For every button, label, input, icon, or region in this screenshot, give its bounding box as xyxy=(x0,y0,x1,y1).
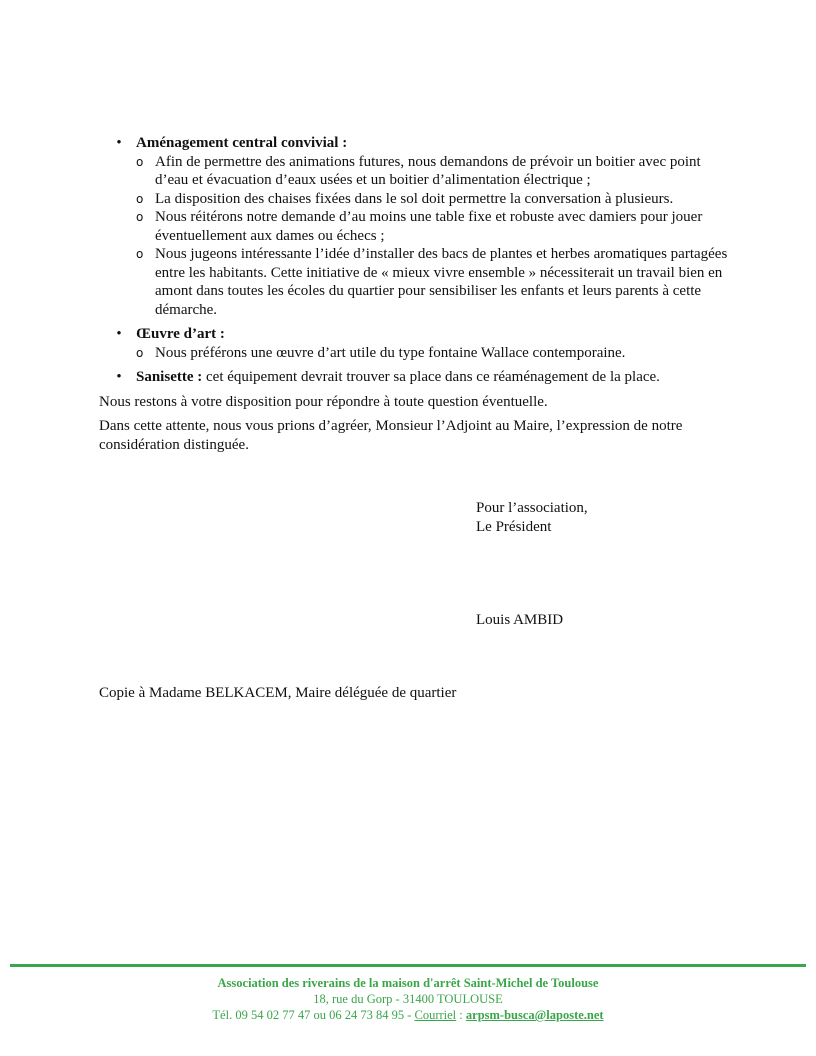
sub-bullet-icon: o xyxy=(136,247,144,261)
sub-item-text: Nous préférons une œuvre d’art utile du type fontaine Wallace contemporaine. xyxy=(155,344,626,361)
footer-courriel-sep: : xyxy=(456,1008,466,1022)
footer-phones: Tél. 09 54 02 77 47 ou 06 24 73 84 95 - xyxy=(212,1008,415,1022)
footer-divider xyxy=(10,964,806,967)
bullet-oeuvre xyxy=(99,325,729,362)
signature-line-association: Pour l’association, xyxy=(476,500,588,516)
bullet-text: cet équipement devrait trouver sa place dans ce réaménagement de la place. xyxy=(202,369,660,385)
sub-item xyxy=(136,153,729,190)
letter-body xyxy=(99,134,729,460)
sub-item xyxy=(136,344,729,363)
footer-courriel-label: Courriel xyxy=(414,1008,457,1022)
sub-item-text: Nous réitérons notre demande d’au moins une table fixe et robuste avec damiers pour jouer éventuellement aux dames ou échecs ; xyxy=(155,209,703,244)
sub-item xyxy=(136,245,729,319)
bullet-list xyxy=(99,134,729,387)
sub-item-text: La disposition des chaises fixées dans le sol doit permettre la conversation à plusieurs. xyxy=(155,190,674,207)
bullet-icon: • xyxy=(116,369,122,385)
sub-list xyxy=(136,344,729,363)
sub-bullet-icon: o xyxy=(136,210,144,224)
sub-item-text: Nous jugeons intéressante l’idée d’installer des bacs de plantes et herbes aromatiques partagées entre les habitants. Cette initiative de « mieux vivre ensemble » nécessiterait un travail bien en amont dans toutes les écoles du quartier pour sensibiliser les enfants et leurs parents à cette démarche. xyxy=(155,246,728,318)
footer-email-link[interactable]: arpsm-busca@laposte.net xyxy=(465,1008,604,1022)
signature-line-role: Le Président xyxy=(476,518,552,535)
footer-address: 18, rue du Gorp - 31400 TOULOUSE xyxy=(313,992,503,1006)
bullet-icon: • xyxy=(116,326,122,342)
bullet-title: Œuvre d’art : xyxy=(136,326,225,342)
sub-list xyxy=(136,153,729,320)
sub-bullet-icon: o xyxy=(136,154,144,169)
signature-block xyxy=(476,499,588,536)
paragraph-disposition: Nous restons à votre disposition pour répondre à toute question éventuelle. xyxy=(99,393,548,410)
copy-recipient: Copie à Madame BELKACEM, Maire déléguée de quartier xyxy=(99,685,457,701)
bullet-title: Aménagement central convivial : xyxy=(136,135,348,151)
footer-association: Association des riverains de la maison d'arrêt Saint-Michel de Toulouse xyxy=(217,976,599,990)
footer-contact xyxy=(100,1007,716,1023)
bullet-title: Sanisette : xyxy=(136,369,203,385)
bullet-sanisette xyxy=(99,368,729,387)
signer-name: Louis AMBID xyxy=(476,612,564,628)
paragraph-salutation: Dans cette attente, nous vous prions d’agréer, Monsieur l’Adjoint au Maire, l’expression de notre considération distinguée. xyxy=(99,418,683,453)
sub-item xyxy=(136,208,729,245)
sub-bullet-icon: o xyxy=(136,345,144,360)
closing-paragraphs xyxy=(99,393,729,455)
sub-item-text: Afin de permettre des animations futures, nous demandons de prévoir un boitier avec point d’eau et évacuation d’eaux usées et un boitier d’alimentation électrique ; xyxy=(155,153,701,188)
sub-bullet-icon: o xyxy=(136,191,144,206)
bullet-amenagement xyxy=(99,134,729,319)
bullet-icon: • xyxy=(116,135,122,151)
sub-item xyxy=(136,190,729,209)
footer xyxy=(100,975,716,1023)
